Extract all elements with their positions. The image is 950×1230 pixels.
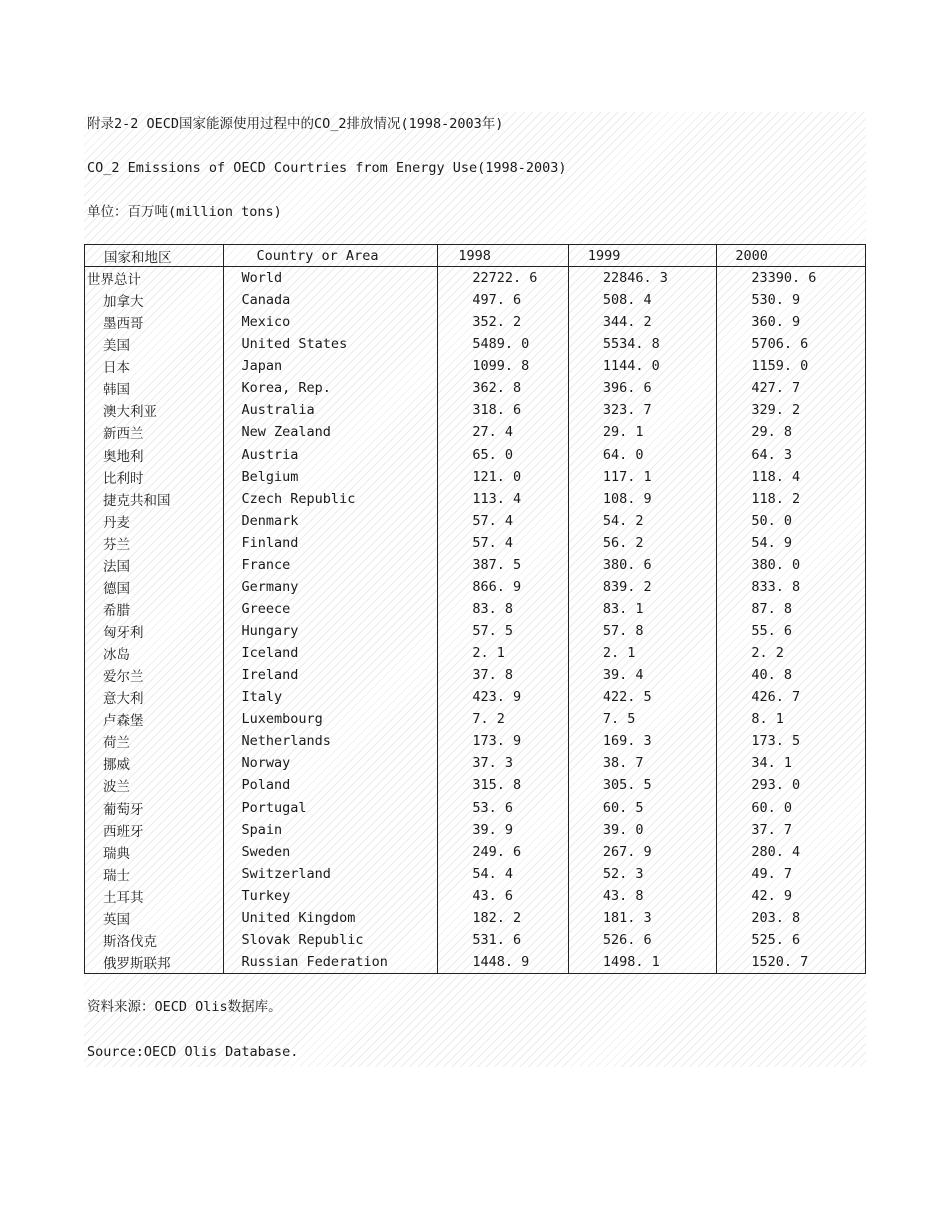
- cell-value-1998: 54. 4: [438, 863, 569, 885]
- cell-value-1999: 305. 5: [568, 774, 717, 796]
- cell-country-en: Finland: [223, 532, 438, 554]
- table-title-chinese: 附录2-2 OECD国家能源使用过程中的CO_2排放情况(1998-2003年): [87, 116, 504, 132]
- cell-value-1999: 60. 5: [568, 797, 717, 819]
- cell-value-1998: 5489. 0: [438, 333, 569, 355]
- cell-value-1998: 37. 3: [438, 752, 569, 774]
- cell-value-1999: 181. 3: [568, 907, 717, 929]
- cell-value-1998: 182. 2: [438, 907, 569, 929]
- cell-value-1998: 315. 8: [438, 774, 569, 796]
- cell-value-2000: 380. 0: [717, 554, 866, 576]
- cell-value-1999: 29. 1: [568, 421, 717, 443]
- cell-country-cn: 匈牙利: [85, 620, 224, 642]
- cell-value-2000: 1520. 7: [717, 951, 866, 974]
- cell-country-en: Greece: [223, 598, 438, 620]
- cell-country-cn: 荷兰: [85, 730, 224, 752]
- emissions-table: [84, 244, 866, 974]
- cell-country-cn: 比利时: [85, 466, 224, 488]
- cell-value-2000: 280. 4: [717, 841, 866, 863]
- cell-value-1999: 57. 8: [568, 620, 717, 642]
- cell-value-1998: 39. 9: [438, 819, 569, 841]
- cell-country-cn: 土耳其: [85, 885, 224, 907]
- table-row: [85, 863, 866, 885]
- cell-value-2000: 87. 8: [717, 598, 866, 620]
- header-year-1999: 1999: [568, 245, 717, 267]
- cell-value-1998: 121. 0: [438, 466, 569, 488]
- cell-country-en: Luxembourg: [223, 708, 438, 730]
- cell-country-cn: 斯洛伐克: [85, 929, 224, 951]
- cell-country-cn: 德国: [85, 576, 224, 598]
- cell-value-1998: 57. 4: [438, 510, 569, 532]
- table-row: [85, 510, 866, 532]
- cell-country-cn: 加拿大: [85, 289, 224, 311]
- cell-value-1999: 526. 6: [568, 929, 717, 951]
- table-row: [85, 598, 866, 620]
- cell-value-1998: 2. 1: [438, 642, 569, 664]
- cell-value-2000: 60. 0: [717, 797, 866, 819]
- table-row: [85, 620, 866, 642]
- cell-country-en: Poland: [223, 774, 438, 796]
- cell-country-en: Mexico: [223, 311, 438, 333]
- table-row: [85, 885, 866, 907]
- table-row: [85, 554, 866, 576]
- cell-value-1998: 27. 4: [438, 421, 569, 443]
- cell-value-2000: 118. 4: [717, 466, 866, 488]
- cell-country-cn: 希腊: [85, 598, 224, 620]
- cell-value-1999: 39. 4: [568, 664, 717, 686]
- table-row: [85, 708, 866, 730]
- cell-country-en: Ireland: [223, 664, 438, 686]
- cell-country-cn: 澳大利亚: [85, 399, 224, 421]
- cell-value-1998: 53. 6: [438, 797, 569, 819]
- table-row: [85, 576, 866, 598]
- cell-country-en: Italy: [223, 686, 438, 708]
- cell-country-en: Netherlands: [223, 730, 438, 752]
- cell-country-en: United States: [223, 333, 438, 355]
- cell-value-2000: 525. 6: [717, 929, 866, 951]
- cell-country-en: Turkey: [223, 885, 438, 907]
- cell-value-1999: 43. 8: [568, 885, 717, 907]
- cell-country-cn: 瑞典: [85, 841, 224, 863]
- cell-value-1998: 497. 6: [438, 289, 569, 311]
- cell-country-cn: 冰岛: [85, 642, 224, 664]
- table-row: [85, 532, 866, 554]
- cell-country-cn: 韩国: [85, 377, 224, 399]
- table-row: [85, 686, 866, 708]
- cell-value-1998: 362. 8: [438, 377, 569, 399]
- cell-value-1999: 7. 5: [568, 708, 717, 730]
- cell-value-1999: 22846. 3: [568, 267, 717, 290]
- cell-country-cn: 日本: [85, 355, 224, 377]
- cell-country-en: Belgium: [223, 466, 438, 488]
- cell-value-1999: 83. 1: [568, 598, 717, 620]
- cell-value-1999: 64. 0: [568, 444, 717, 466]
- table-row: [85, 289, 866, 311]
- cell-value-2000: 2. 2: [717, 642, 866, 664]
- table-row: [85, 819, 866, 841]
- cell-country-en: Russian Federation: [223, 951, 438, 974]
- cell-country-cn: 西班牙: [85, 819, 224, 841]
- cell-country-en: Denmark: [223, 510, 438, 532]
- cell-country-en: Spain: [223, 819, 438, 841]
- cell-value-2000: 8. 1: [717, 708, 866, 730]
- cell-country-en: World: [223, 267, 438, 290]
- cell-country-cn: 爱尔兰: [85, 664, 224, 686]
- cell-value-2000: 55. 6: [717, 620, 866, 642]
- table-row: [85, 311, 866, 333]
- cell-country-cn: 英国: [85, 907, 224, 929]
- cell-value-1999: 344. 2: [568, 311, 717, 333]
- cell-country-cn: 丹麦: [85, 510, 224, 532]
- cell-country-cn: 挪威: [85, 752, 224, 774]
- cell-value-1998: 866. 9: [438, 576, 569, 598]
- cell-country-en: Norway: [223, 752, 438, 774]
- cell-value-1998: 113. 4: [438, 488, 569, 510]
- cell-value-1999: 267. 9: [568, 841, 717, 863]
- cell-value-1998: 65. 0: [438, 444, 569, 466]
- cell-country-en: Switzerland: [223, 863, 438, 885]
- cell-value-1999: 422. 5: [568, 686, 717, 708]
- table-row: [85, 421, 866, 443]
- cell-value-1999: 54. 2: [568, 510, 717, 532]
- cell-value-1999: 323. 7: [568, 399, 717, 421]
- cell-value-2000: 34. 1: [717, 752, 866, 774]
- cell-value-2000: 5706. 6: [717, 333, 866, 355]
- cell-value-1999: 508. 4: [568, 289, 717, 311]
- cell-country-en: Czech Republic: [223, 488, 438, 510]
- table-row: [85, 664, 866, 686]
- cell-value-2000: 23390. 6: [717, 267, 866, 290]
- cell-value-1998: 531. 6: [438, 929, 569, 951]
- cell-value-1999: 1498. 1: [568, 951, 717, 974]
- cell-value-1998: 57. 5: [438, 620, 569, 642]
- cell-value-2000: 360. 9: [717, 311, 866, 333]
- cell-value-1999: 5534. 8: [568, 333, 717, 355]
- table-row: [85, 774, 866, 796]
- cell-value-1998: 318. 6: [438, 399, 569, 421]
- cell-value-1998: 249. 6: [438, 841, 569, 863]
- cell-value-1999: 1144. 0: [568, 355, 717, 377]
- cell-country-en: Germany: [223, 576, 438, 598]
- table-row: [85, 355, 866, 377]
- cell-country-cn: 世界总计: [85, 267, 224, 290]
- table-header-row: [85, 245, 866, 267]
- cell-country-cn: 葡萄牙: [85, 797, 224, 819]
- cell-value-1998: 37. 8: [438, 664, 569, 686]
- cell-value-1998: 22722. 6: [438, 267, 569, 290]
- table-row: [85, 841, 866, 863]
- cell-country-en: Hungary: [223, 620, 438, 642]
- cell-country-en: Japan: [223, 355, 438, 377]
- cell-country-en: Sweden: [223, 841, 438, 863]
- table-row: [85, 730, 866, 752]
- cell-country-cn: 瑞士: [85, 863, 224, 885]
- cell-country-en: Austria: [223, 444, 438, 466]
- cell-value-1999: 39. 0: [568, 819, 717, 841]
- source-note-chinese: 资料来源：OECD Olis数据库。: [87, 999, 282, 1015]
- cell-country-en: New Zealand: [223, 421, 438, 443]
- cell-value-1999: 839. 2: [568, 576, 717, 598]
- cell-value-2000: 427. 7: [717, 377, 866, 399]
- table-row: [85, 333, 866, 355]
- cell-value-1998: 1099. 8: [438, 355, 569, 377]
- cell-value-2000: 42. 9: [717, 885, 866, 907]
- cell-value-2000: 203. 8: [717, 907, 866, 929]
- cell-value-1999: 396. 6: [568, 377, 717, 399]
- cell-value-2000: 426. 7: [717, 686, 866, 708]
- table-row: [85, 642, 866, 664]
- cell-value-1999: 108. 9: [568, 488, 717, 510]
- table-row: [85, 907, 866, 929]
- header-year-1998: 1998: [438, 245, 569, 267]
- cell-country-en: Canada: [223, 289, 438, 311]
- cell-value-1998: 1448. 9: [438, 951, 569, 974]
- cell-value-2000: 530. 9: [717, 289, 866, 311]
- table-row: [85, 399, 866, 421]
- cell-value-1999: 169. 3: [568, 730, 717, 752]
- cell-country-cn: 俄罗斯联邦: [85, 951, 224, 974]
- cell-value-2000: 49. 7: [717, 863, 866, 885]
- cell-value-2000: 64. 3: [717, 444, 866, 466]
- cell-country-cn: 墨西哥: [85, 311, 224, 333]
- cell-country-cn: 意大利: [85, 686, 224, 708]
- cell-value-2000: 1159. 0: [717, 355, 866, 377]
- cell-value-2000: 37. 7: [717, 819, 866, 841]
- cell-value-1998: 387. 5: [438, 554, 569, 576]
- table-row: [85, 466, 866, 488]
- cell-value-2000: 40. 8: [717, 664, 866, 686]
- table-row: [85, 797, 866, 819]
- cell-country-cn: 卢森堡: [85, 708, 224, 730]
- table-row: [85, 267, 866, 290]
- cell-country-en: United Kingdom: [223, 907, 438, 929]
- header-country-en: Country or Area: [223, 245, 438, 267]
- cell-value-1998: 423. 9: [438, 686, 569, 708]
- cell-country-en: Slovak Republic: [223, 929, 438, 951]
- cell-value-1998: 43. 6: [438, 885, 569, 907]
- cell-country-en: Iceland: [223, 642, 438, 664]
- table-row: [85, 752, 866, 774]
- cell-country-cn: 芬兰: [85, 532, 224, 554]
- cell-country-cn: 捷克共和国: [85, 488, 224, 510]
- cell-value-1998: 83. 8: [438, 598, 569, 620]
- unit-note: 单位：百万吨(million tons): [87, 204, 282, 220]
- cell-country-cn: 新西兰: [85, 421, 224, 443]
- source-note-english: Source:OECD Olis Database.: [87, 1044, 299, 1060]
- cell-value-1998: 7. 2: [438, 708, 569, 730]
- cell-value-1999: 117. 1: [568, 466, 717, 488]
- cell-value-2000: 833. 8: [717, 576, 866, 598]
- cell-value-1998: 352. 2: [438, 311, 569, 333]
- cell-country-cn: 法国: [85, 554, 224, 576]
- cell-value-1998: 57. 4: [438, 532, 569, 554]
- cell-country-en: France: [223, 554, 438, 576]
- header-country-cn: 国家和地区: [85, 245, 224, 267]
- cell-country-cn: 波兰: [85, 774, 224, 796]
- cell-value-2000: 50. 0: [717, 510, 866, 532]
- table-row: [85, 929, 866, 951]
- header-year-2000: 2000: [717, 245, 866, 267]
- table-row: [85, 488, 866, 510]
- cell-value-1999: 52. 3: [568, 863, 717, 885]
- cell-value-2000: 54. 9: [717, 532, 866, 554]
- cell-value-1998: 173. 9: [438, 730, 569, 752]
- table-title-english: CO_2 Emissions of OECD Courtries from Energy Use(1998-2003): [87, 160, 567, 176]
- cell-value-1999: 56. 2: [568, 532, 717, 554]
- cell-country-en: Korea, Rep.: [223, 377, 438, 399]
- table-row: [85, 444, 866, 466]
- cell-value-2000: 329. 2: [717, 399, 866, 421]
- table-row: [85, 377, 866, 399]
- cell-value-2000: 293. 0: [717, 774, 866, 796]
- cell-value-1999: 2. 1: [568, 642, 717, 664]
- cell-country-cn: 美国: [85, 333, 224, 355]
- cell-country-cn: 奥地利: [85, 444, 224, 466]
- cell-value-1999: 38. 7: [568, 752, 717, 774]
- table-row: [85, 951, 866, 974]
- cell-value-1999: 380. 6: [568, 554, 717, 576]
- cell-value-2000: 173. 5: [717, 730, 866, 752]
- cell-country-en: Australia: [223, 399, 438, 421]
- table-body: [85, 267, 866, 974]
- cell-value-2000: 29. 8: [717, 421, 866, 443]
- cell-country-en: Portugal: [223, 797, 438, 819]
- cell-value-2000: 118. 2: [717, 488, 866, 510]
